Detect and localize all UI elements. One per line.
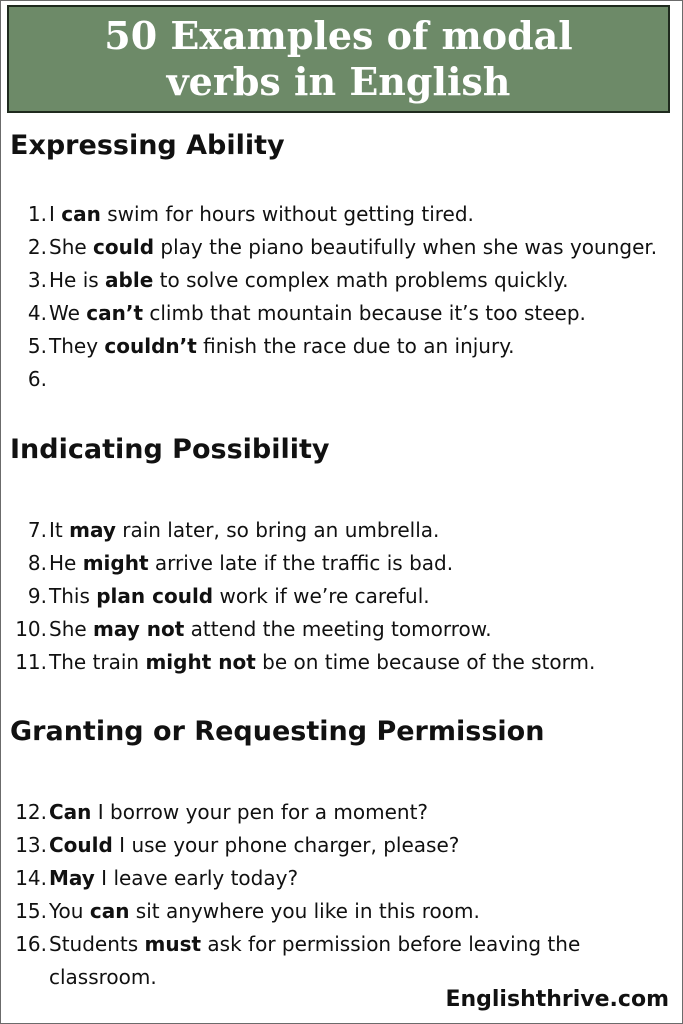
item-text-run: I leave early today? xyxy=(94,866,299,890)
modal-verb: able xyxy=(105,268,154,292)
title-line-1: 50 Examples of modal xyxy=(104,13,573,58)
item-text-run: work if we’re careful. xyxy=(213,584,430,608)
item-text-run: climb that mountain because it’s too steep. xyxy=(143,301,586,325)
item-text xyxy=(49,297,659,330)
modal-verb: may not xyxy=(93,617,185,641)
modal-verb: might xyxy=(82,551,149,575)
list-item xyxy=(0,862,683,895)
item-text xyxy=(49,198,659,231)
list-item xyxy=(0,514,683,547)
item-text-run: ask for permission before leaving the classroom. xyxy=(49,932,581,989)
item-text-run: swim for hours without getting tired. xyxy=(100,202,474,226)
item-text xyxy=(49,547,659,580)
list-item xyxy=(0,264,683,297)
item-text-run: finish the race due to an injury. xyxy=(196,334,515,358)
list-item xyxy=(0,829,683,862)
item-text xyxy=(49,796,659,829)
list-item xyxy=(0,198,683,231)
item-text xyxy=(49,514,659,547)
section-heading-permission: Granting or Requesting Permission xyxy=(10,716,545,747)
item-text-run: arrive late if the traffic is bad. xyxy=(148,551,454,575)
item-text-run: rain later, so bring an umbrella. xyxy=(115,518,440,542)
list-item xyxy=(0,547,683,580)
list-ability xyxy=(0,198,683,396)
modal-verb: could xyxy=(93,235,155,259)
title-line-2: verbs in English xyxy=(166,59,511,104)
item-number: 13. xyxy=(15,833,47,857)
item-text-run: We xyxy=(49,301,87,325)
item-text-run: It xyxy=(49,518,70,542)
item-text xyxy=(49,613,659,646)
list-item xyxy=(0,613,683,646)
list-item xyxy=(0,796,683,829)
item-text-run: You xyxy=(49,899,90,923)
modal-verb: must xyxy=(144,932,202,956)
modal-verb: can xyxy=(61,202,101,226)
item-text-run: The train xyxy=(49,650,146,674)
title-banner xyxy=(7,5,670,113)
modal-verb: can’t xyxy=(86,301,144,325)
list-possibility xyxy=(0,514,683,679)
list-item xyxy=(0,231,683,264)
modal-verb: may xyxy=(69,518,116,542)
modal-verb: May xyxy=(49,866,95,890)
list-item xyxy=(0,580,683,613)
item-text-run: be on time because of the storm. xyxy=(255,650,596,674)
item-number: 9. xyxy=(27,584,47,608)
item-text xyxy=(49,363,659,396)
item-text-run: attend the meeting tomorrow. xyxy=(184,617,492,641)
list-permission xyxy=(0,796,683,994)
item-number: 3. xyxy=(27,268,47,292)
item-text xyxy=(49,580,659,613)
item-number: 4. xyxy=(27,301,47,325)
item-text xyxy=(49,264,659,297)
item-text xyxy=(49,330,659,363)
list-item xyxy=(0,330,683,363)
item-text-run: I borrow your pen for a moment? xyxy=(91,800,429,824)
item-text-run: I xyxy=(49,202,62,226)
section-heading-possibility: Indicating Possibility xyxy=(10,434,330,465)
item-text-run: sit anywhere you like in this room. xyxy=(129,899,480,923)
modal-verb: can xyxy=(89,899,130,923)
item-number: 6. xyxy=(27,367,47,391)
item-number: 8. xyxy=(27,551,47,575)
item-text-run: Students xyxy=(49,932,145,956)
modal-verb: Can xyxy=(49,800,92,824)
modal-verb: plan could xyxy=(96,584,214,608)
item-text xyxy=(49,895,659,928)
item-number: 14. xyxy=(15,866,47,890)
list-item xyxy=(0,895,683,928)
item-text xyxy=(49,646,659,679)
item-text xyxy=(49,231,659,264)
item-number: 11. xyxy=(15,650,47,674)
item-text-run: He xyxy=(49,551,83,575)
item-number: 1. xyxy=(27,202,47,226)
list-item xyxy=(0,646,683,679)
item-text-run: She xyxy=(49,235,94,259)
item-number: 16. xyxy=(15,932,47,956)
item-text-run: I use your phone charger, please? xyxy=(112,833,460,857)
item-text-run: This xyxy=(49,584,97,608)
list-item xyxy=(0,297,683,330)
item-number: 15. xyxy=(15,899,47,923)
item-number: 12. xyxy=(15,800,47,824)
item-text xyxy=(49,829,659,862)
list-item xyxy=(0,363,683,396)
modal-verb: couldn’t xyxy=(104,334,197,358)
item-text-run: to solve complex math problems quickly. xyxy=(153,268,569,292)
item-number: 2. xyxy=(27,235,47,259)
item-text-run: She xyxy=(49,617,94,641)
item-text-run: He is xyxy=(49,268,106,292)
item-number: 10. xyxy=(15,617,47,641)
item-text-run: They xyxy=(49,334,105,358)
site-footer: Englishthrive.com xyxy=(445,987,669,1012)
modal-verb: Could xyxy=(49,833,113,857)
modal-verb: might not xyxy=(145,650,256,674)
item-number: 7. xyxy=(27,518,47,542)
item-text-run: play the piano beautifully when she was younger. xyxy=(154,235,658,259)
item-text xyxy=(49,862,659,895)
item-number: 5. xyxy=(27,334,47,358)
section-heading-ability: Expressing Ability xyxy=(10,130,285,161)
